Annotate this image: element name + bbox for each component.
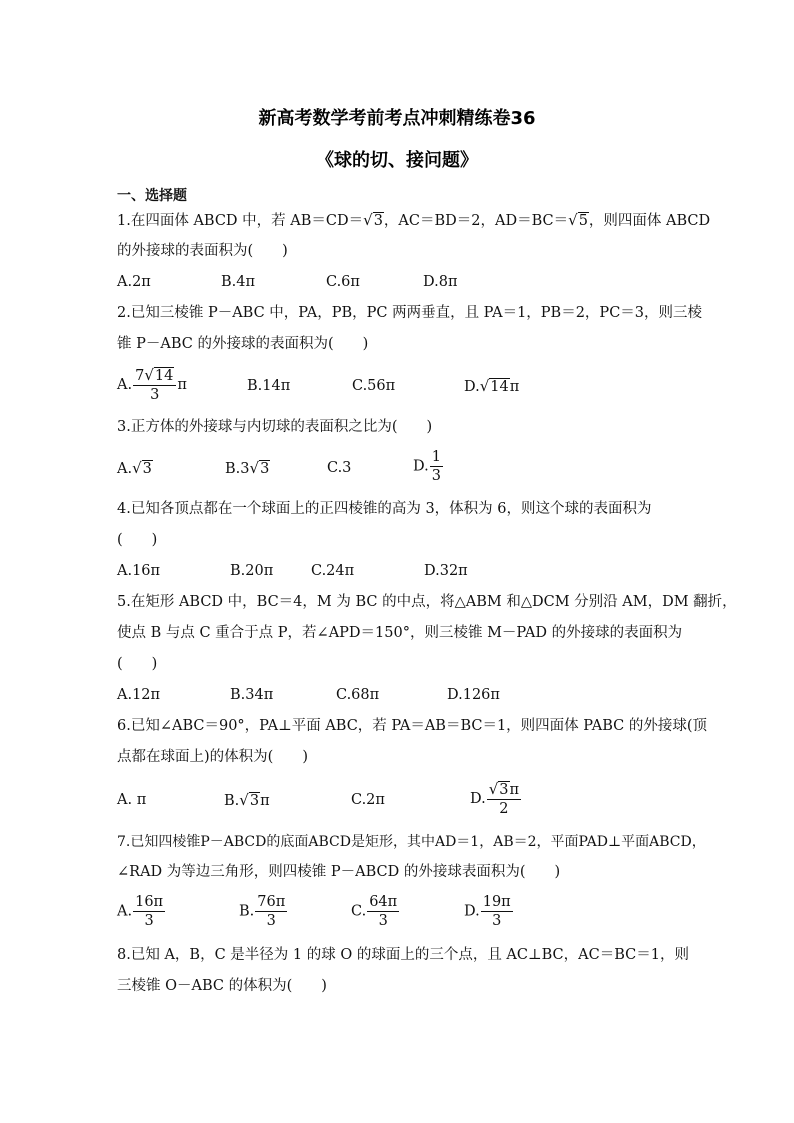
q3-d-den: 3 <box>431 468 441 484</box>
q2-option-c: C.56π <box>352 378 396 394</box>
q1-option-c: C.6π <box>326 274 360 290</box>
q4-option-d: D.32π <box>424 563 468 579</box>
q6-option-c: C.2π <box>351 792 385 808</box>
q6-d-label: D. <box>470 791 486 807</box>
q3-b-sqrt-arg: 3 <box>260 461 270 477</box>
question-7-line-1: 7.已知四棱锥P－ABCD的底面ABCD是矩形，其中AD＝1，AB＝2，平面PAD⊥平面ABCD， <box>117 834 706 850</box>
question-5-line-1: 5.在矩形 ABCD 中，BC＝4，M 为 BC 的中点，将△ABM 和△DCM 分别沿 AM，DM 翻折， <box>117 594 737 610</box>
q1-option-b: B.4π <box>221 274 256 290</box>
question-5-line-3: ( ) <box>117 656 158 672</box>
q6-d-sqrt-arg: 3 <box>499 782 509 798</box>
q3-option-d <box>413 448 444 485</box>
q2-a-sqrt-arg: 14 <box>154 368 174 384</box>
q2-a-label: A. <box>117 377 133 393</box>
question-6-line-2: 点都在球面上)的体积为( ) <box>117 749 308 765</box>
q3-b-label: B.3 <box>225 461 250 477</box>
q1-sqrt-5: √5 <box>568 211 588 229</box>
q7-b-den: 3 <box>266 913 276 929</box>
q7-d-label: D. <box>464 903 480 920</box>
q1-option-d: D.8π <box>423 274 458 290</box>
question-1-line-1 <box>117 210 710 231</box>
q6-b-sqrt-arg: 3 <box>249 793 260 809</box>
question-2-line-1: 2.已知三棱锥 P－ABC 中，PA，PB，PC 两两垂直，且 PA＝1，PB＝2，PC＝3，则三棱 <box>117 305 703 321</box>
q7-option-a <box>117 893 166 930</box>
q6-option-b: B.√3π <box>224 791 270 809</box>
q7-c-num: 64π <box>369 894 398 910</box>
q3-option-c: C.3 <box>327 460 352 476</box>
q7-a-label: A. <box>117 903 133 920</box>
q1-option-a: A.2π <box>117 274 151 290</box>
q4-option-a: A.16π <box>117 563 161 579</box>
q5-option-c: C.68π <box>336 687 380 703</box>
question-7-line-2: ∠RAD 为等边三角形，则四棱锥 P－ABCD 的外接球表面积为( ) <box>117 864 561 880</box>
q4-option-c: C.24π <box>311 563 355 579</box>
q6-option-a: A. π <box>117 792 147 808</box>
q7-option-d <box>464 893 514 930</box>
q1-sqrt-arg-1: 3 <box>373 213 383 229</box>
q2-option-a <box>117 366 187 404</box>
q7-a-den: 3 <box>144 913 154 929</box>
q6-b-label: B. <box>224 793 240 809</box>
q5-option-d: D.126π <box>447 687 500 703</box>
q7-option-b <box>239 893 288 930</box>
question-5-line-2: 使点 B 与点 C 重合于点 P，若∠APD＝150°，则三棱锥 M－PAD 的外接球的表面积为 <box>117 625 683 641</box>
q4-option-b: B.20π <box>230 563 274 579</box>
q7-d-den: 3 <box>492 913 502 929</box>
q3-d-label: D. <box>413 458 429 475</box>
q7-b-num: 76π <box>257 894 286 910</box>
q6-d-fraction: $\frac{√3\pi}{2}$ <box>488 780 520 817</box>
q6-d-den: 2 <box>499 801 509 817</box>
q1-sqrt-arg-2: 5 <box>578 213 588 229</box>
q3-d-num: 1 <box>431 449 441 465</box>
question-4-line-1: 4.已知各顶点都在一个球面上的正四棱锥的高为 3，体积为 6，则这个球的表面积为 <box>117 501 652 517</box>
q2-d-sqrt-arg: 14 <box>490 379 509 395</box>
q7-option-c <box>351 893 400 930</box>
q1-text-c: ，则四面体 ABCD <box>588 213 711 229</box>
q6-d-pi: π <box>509 782 520 798</box>
q1-text-b: ，AC＝BD＝2，AD＝BC＝ <box>383 213 569 229</box>
q5-option-a: A.12π <box>117 687 161 703</box>
question-1-line-2: 的外接球的表面积为( ) <box>117 243 288 259</box>
question-3-line-1: 3.正方体的外接球与内切球的表面积之比为( ) <box>117 419 433 435</box>
q1-text-a: 1.在四面体 ABCD 中，若 AB＝CD＝ <box>117 213 364 229</box>
document-subtitle: 《球的切、接问题》 <box>316 150 478 171</box>
question-4-line-2: ( ) <box>117 532 158 548</box>
q7-c-den: 3 <box>378 913 388 929</box>
document-title: 新高考数学考前考点冲刺精练卷36 <box>258 108 536 129</box>
q2-a-pi: π <box>177 377 187 393</box>
q6-option-d <box>470 780 522 818</box>
q2-d-label: D. <box>464 379 480 395</box>
q2-a-fraction: $\frac{7√14}{3}$ <box>133 366 176 404</box>
q7-b-label: B. <box>239 903 255 920</box>
q7-a-num: 16π <box>135 894 164 910</box>
question-8-line-2: 三棱锥 O－ABC 的体积为( ) <box>117 978 327 994</box>
q2-a-den: 3 <box>150 387 160 403</box>
q7-c-label: C. <box>351 903 367 920</box>
q3-a-sqrt-arg: 3 <box>142 461 152 477</box>
question-8-line-1: 8.已知 A，B，C 是半径为 1 的球 O 的球面上的三个点，且 AC⊥BC，AC＝BC＝1，则 <box>117 947 689 963</box>
q7-d-num: 19π <box>482 894 511 910</box>
question-2-line-2: 锥 P－ABC 的外接球的表面积为( ) <box>117 336 369 352</box>
question-6-line-1: 6.已知∠ABC＝90°，PA⊥平面 ABC，若 PA＝AB＝BC＝1，则四面体 PABC 的外接球(顶 <box>117 718 707 734</box>
q3-d-fraction <box>430 448 443 485</box>
section-heading: 一、选择题 <box>117 188 187 204</box>
q1-sqrt-3: √3 <box>363 211 383 229</box>
q6-b-pi: π <box>260 793 270 809</box>
q5-option-b: B.34π <box>230 687 274 703</box>
q2-d-pi: π <box>509 379 520 395</box>
q3-option-a: A.√3 <box>117 459 152 477</box>
q3-option-b: B.3√3 <box>225 459 270 477</box>
q2-a-coef: 7 <box>135 368 145 384</box>
q3-a-label: A. <box>117 461 133 477</box>
q2-option-d: D.√14π <box>464 377 520 395</box>
q2-option-b: B.14π <box>247 378 291 394</box>
